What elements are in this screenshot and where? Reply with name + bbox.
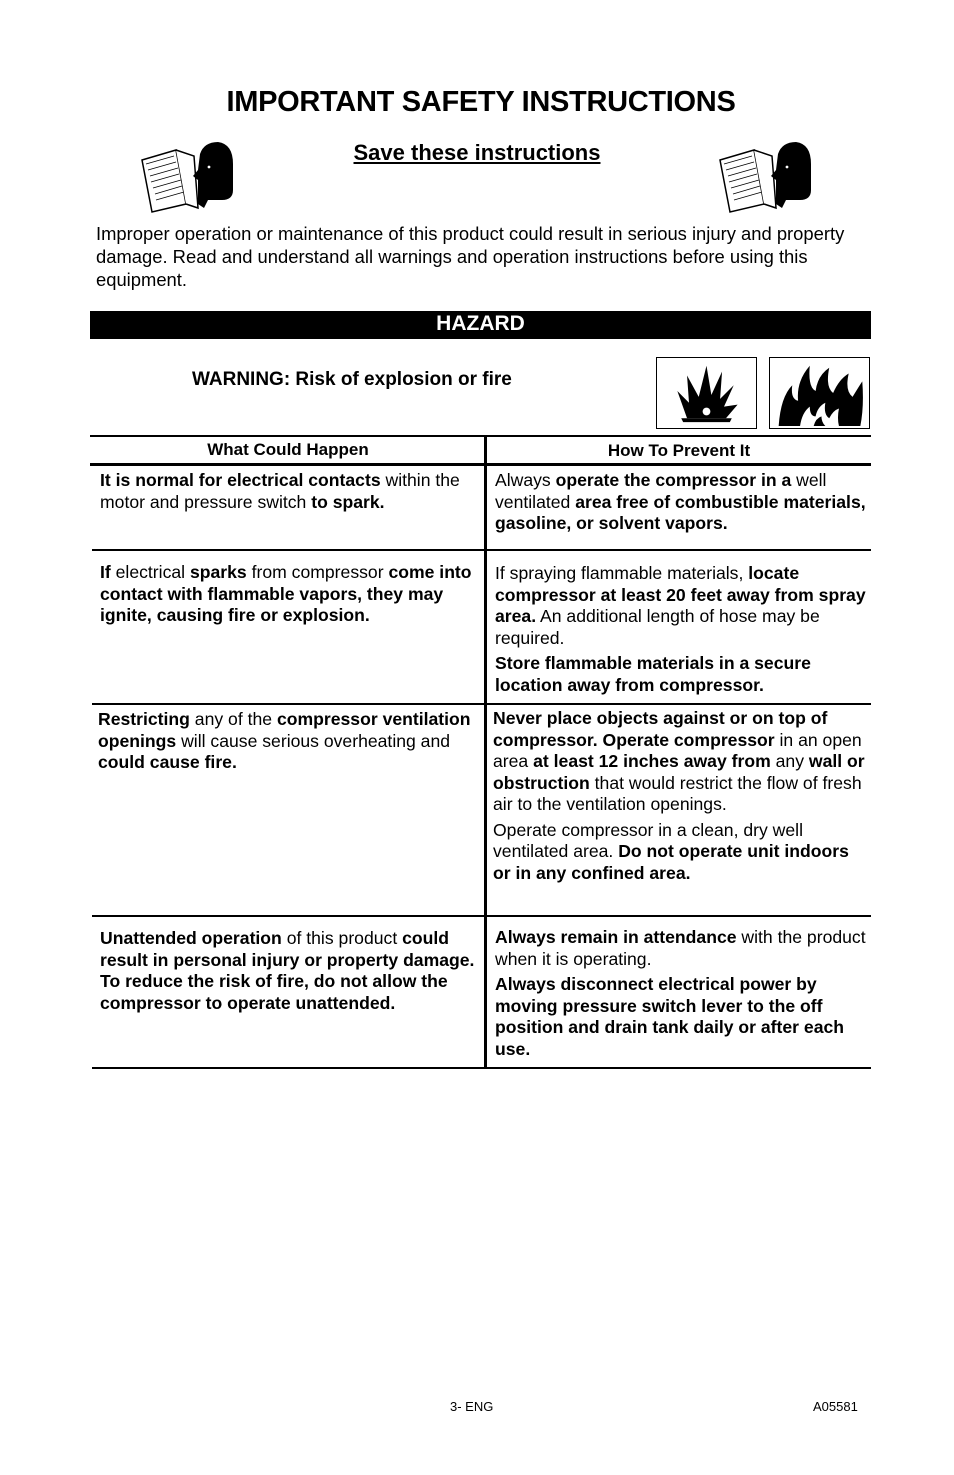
bold-text: Do not operate unit indoors or in any confined area. xyxy=(493,841,849,883)
text: in an open area xyxy=(493,729,862,771)
cell-paragraph xyxy=(98,709,476,774)
page-number: 3- ENG xyxy=(450,1399,494,1414)
bold-text: at least 12 inches away from xyxy=(533,751,771,771)
table-header-rule xyxy=(90,463,871,466)
cell-paragraph xyxy=(493,708,867,816)
bold-text: Never place objects against or on top of compressor. Operate compressor xyxy=(493,708,828,750)
cell-paragraph xyxy=(100,562,476,627)
row-divider xyxy=(92,915,871,917)
table-top-rule xyxy=(90,435,871,437)
column-header-what: What Could Happen xyxy=(207,440,369,459)
bold-text: Always remain in attendance xyxy=(495,927,737,947)
table-cell xyxy=(100,562,476,631)
table-cell xyxy=(100,928,476,1018)
cell-paragraph xyxy=(495,974,867,1060)
cell-paragraph xyxy=(100,928,476,1014)
warning-text: WARNING: Risk of explosion or fire xyxy=(192,369,512,390)
bold-text: could result in personal injury or property damage. To reduce the risk of fire, do not allow the compressor to operate unattended. xyxy=(100,928,475,1013)
table-cell xyxy=(495,927,867,1064)
bold-text: area free of combustible materials, gasoline, or solvent vapors. xyxy=(495,491,866,533)
table-cell xyxy=(495,470,867,539)
bold-text: to spark. xyxy=(311,491,385,512)
cell-paragraph xyxy=(495,563,867,649)
bold-text: come into contact with flammable vapors, they may ignite, causing fire or explosion. xyxy=(100,562,472,625)
intro-text: Improper operation or maintenance of this product could result in serious injury and property damage. Read and understand all warnings and operation instructions before using this equipment. xyxy=(96,223,845,290)
row-divider xyxy=(92,703,871,705)
bold-text: If xyxy=(100,562,111,582)
bold-text: Restricting xyxy=(98,709,190,729)
bold-text: Always disconnect electrical power by moving pressure switch lever to the off position and drain tank daily or after each use. xyxy=(495,974,845,1059)
subtitle: Save these instructions xyxy=(353,140,601,165)
text: within the motor and pressure switch xyxy=(100,470,460,512)
text: that would restrict the flow of fresh air to the ventilation openings. xyxy=(493,772,862,814)
page-title: IMPORTANT SAFETY INSTRUCTIONS xyxy=(226,86,736,118)
cell-paragraph xyxy=(100,470,476,513)
hazard-banner: HAZARD xyxy=(90,311,871,339)
bold-text: sparks xyxy=(189,562,247,582)
document-code: A05581 xyxy=(813,1399,858,1414)
text: If spraying flammable materials, xyxy=(495,563,749,583)
cell-paragraph xyxy=(495,470,867,535)
bold-text: compressor ventilation openings xyxy=(98,709,471,751)
text: any xyxy=(770,751,809,771)
text: Always xyxy=(495,470,556,490)
bold-text: could cause fire. xyxy=(98,752,237,772)
bold-text: It is normal for electrical contacts xyxy=(100,470,381,490)
text: with the product when it is operating. xyxy=(495,927,866,969)
text: of this product xyxy=(281,928,403,948)
bold-text: Store flammable materials in a secure location away from compressor. xyxy=(495,653,811,695)
row-divider xyxy=(92,549,871,551)
cell-paragraph xyxy=(495,653,867,696)
bold-text: locate compressor at least 20 feet away from spray area. xyxy=(495,563,866,626)
text: well ventilated xyxy=(495,470,827,512)
table-cell xyxy=(495,563,867,700)
explosion-icon xyxy=(656,357,757,429)
bold-text: Unattended operation xyxy=(100,928,282,948)
text: will cause serious overheating and xyxy=(176,730,451,751)
table-cell xyxy=(100,470,476,517)
bold-text: wall or obstruction xyxy=(493,751,865,793)
text: Operate compressor in a clean, dry well ventilated area. xyxy=(493,819,803,861)
cell-paragraph xyxy=(493,820,867,885)
table-cell xyxy=(98,709,476,778)
text: any of the xyxy=(189,709,277,729)
fire-icon xyxy=(769,357,870,429)
text: An additional length of hose may be required. xyxy=(495,606,820,648)
cell-paragraph xyxy=(495,927,867,970)
bold-text: operate the compressor in a xyxy=(555,470,792,490)
table-cell xyxy=(493,708,867,888)
table-bottom-rule xyxy=(92,1067,871,1069)
text: electrical xyxy=(110,562,190,582)
column-header-prevent: How To Prevent It xyxy=(607,441,751,460)
text: from compressor xyxy=(246,562,389,582)
column-divider xyxy=(484,435,487,1069)
